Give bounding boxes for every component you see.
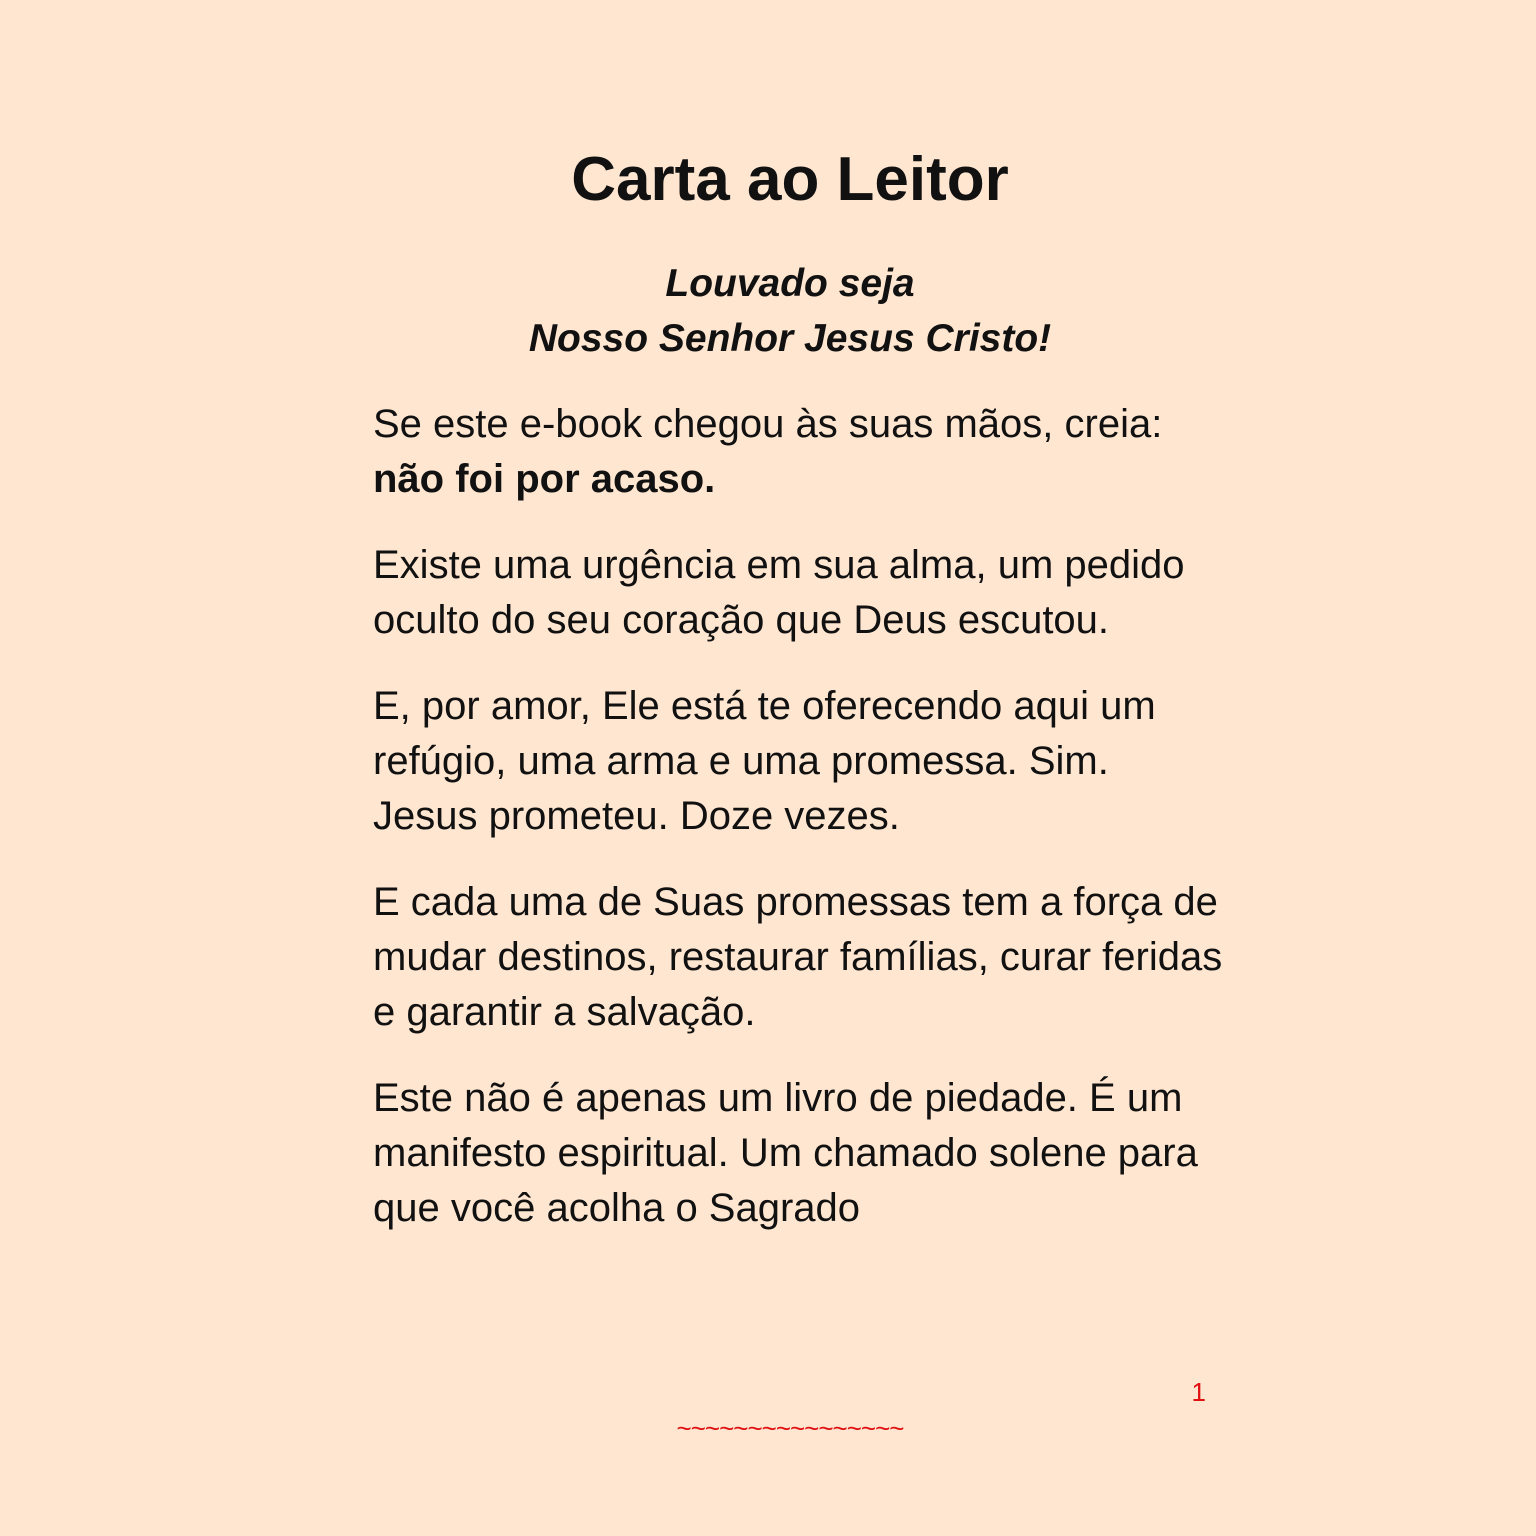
paragraph-1 xyxy=(373,397,1223,507)
page-number: 1 xyxy=(1191,1377,1206,1407)
subtitle-line-2: Nosso Senhor Jesus Cristo! xyxy=(528,317,1052,360)
paragraph-5: Este não é apenas um livro de piedade. É um manifesto espiritual. Um chamado solene para que você acolha o Sagrado xyxy=(373,1076,1198,1230)
paragraph-1-emphasis: não foi por acaso. xyxy=(373,457,716,501)
paragraph-2: Existe uma urgência em sua alma, um pedido oculto do seu coração que Deus escutou. xyxy=(373,543,1185,642)
page-title: Carta ao Leitor xyxy=(571,145,1009,214)
paragraph-1-text: Se este e-book chegou às suas mãos, creia: xyxy=(373,402,1163,446)
subtitle-line-1: Louvado seja xyxy=(665,262,915,305)
paragraph-3: E, por amor, Ele está te oferecendo aqui um refúgio, uma arma e uma promessa. Sim. Jesus prometeu. Doze vezes. xyxy=(373,684,1156,838)
subtitle xyxy=(0,256,1536,366)
page-separator: ~~~~~~~~~~~~~~~~ xyxy=(676,1413,904,1443)
paragraph-4: E cada uma de Suas promessas tem a força de mudar destinos, restaurar famílias, curar feridas e garantir a salvação. xyxy=(373,880,1223,1034)
letter-body xyxy=(373,397,1223,1267)
